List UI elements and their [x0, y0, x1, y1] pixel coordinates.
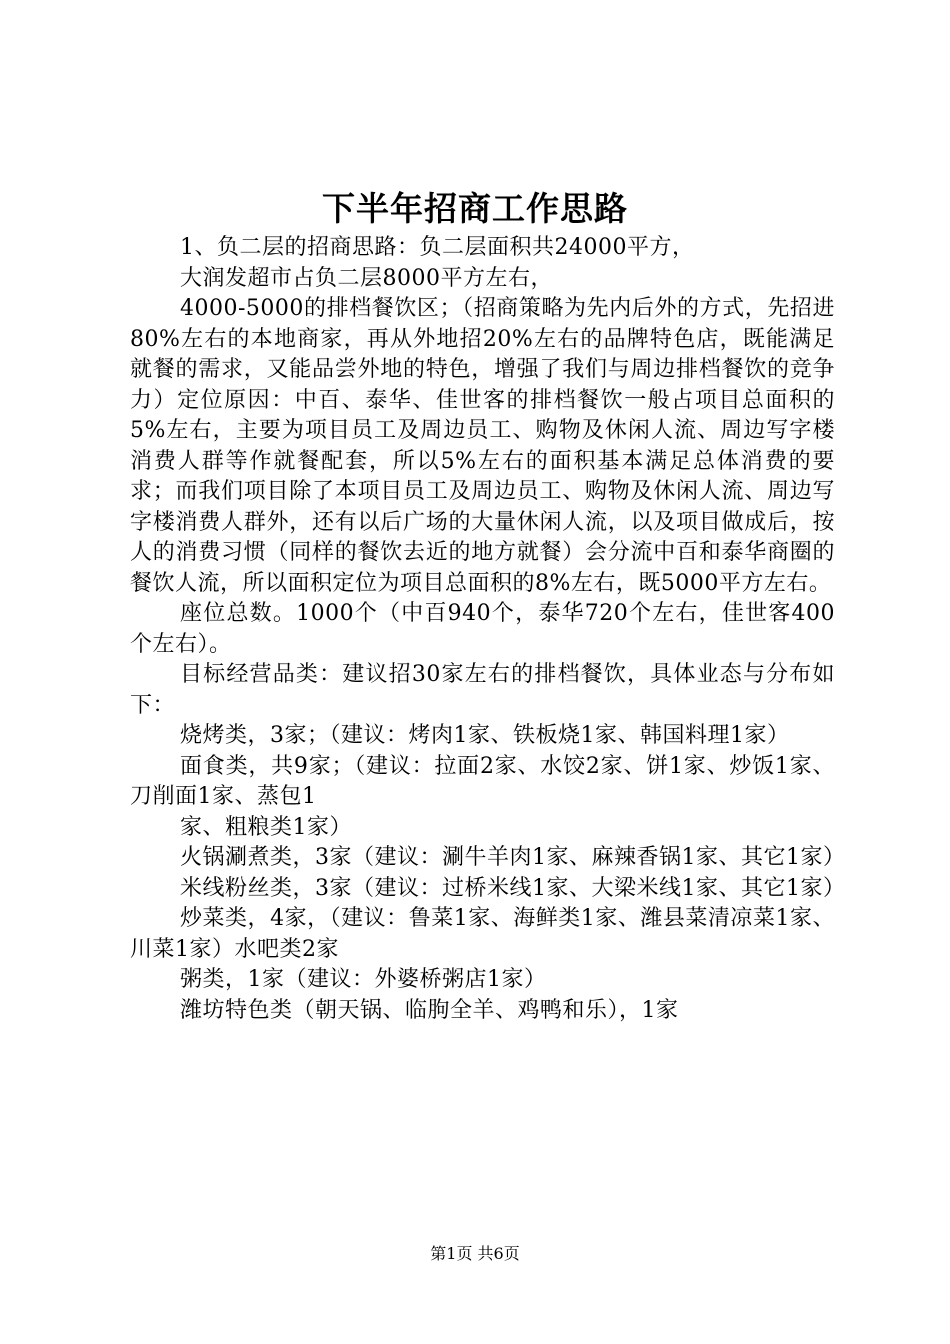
paragraph: 烧烤类，3家；（建议：烤肉1家、铁板烧1家、韩国料理1家） — [180, 723, 790, 748]
paragraph: 米线粉丝类，3家（建议：过桥米线1家、大梁米线1家、其它1家） — [180, 875, 846, 901]
paragraph: 火锅涮煮类，3家（建议：涮牛羊肉1家、麻辣香锅1家、其它1家） — [180, 845, 846, 870]
paragraph: 1、负二层的招商思路：负二层面积共24000平方， — [180, 235, 695, 260]
page-title: 下半年招商工作思路 — [322, 189, 628, 228]
paragraph: 4000-5000的排档餐饮区；（招商策略为先内后外的方式，先招进80%左右的本地商家，再从外地招20%左右的品牌特色店，既能满足就餐的需求，又能品尝外地的特色，增强了我们与周边排档餐饮的竞争力）定位原因：中百、泰华、佳世客的排档餐饮一般占项目总面积的5%左右，主要为项目员工及周边员工、购物及休闲人流、周边写字楼消费人群等作就餐配套，所以5%左右的面积基本满足总体消费的要求；而我们项目除了本项目员工及周边员工、购物及休闲人流、周边写字楼消费人群外，还有以后广场的大量休闲人流，以及项目做成后，按人的消费习惯（同样的餐饮去近的地方就餐）会分流中百和泰华商圈的餐饮人流，所以面积定位为项目总面积的8%左右，既5000平方左右。 — [130, 296, 835, 596]
paragraph: 潍坊特色类（朝天锅、临朐全羊、鸡鸭和乐），1家 — [180, 997, 679, 1023]
paragraph: 大润发超市占负二层8000平方左右， — [180, 265, 553, 291]
paragraph: 炒菜类，4家，（建议：鲁菜1家、海鲜类1家、潍县菜清凉菜1家、川菜1家）水吧类2家 — [130, 906, 835, 962]
paragraph: 粥类，1家（建议：外婆桥粥店1家） — [180, 967, 547, 992]
paragraph: 家、粗粮类1家） — [180, 814, 352, 840]
paragraph: 座位总数。1000个（中百940个，泰华720个左右，佳世客400个左右）。 — [130, 601, 835, 657]
paragraph: 目标经营品类：建议招30家左右的排档餐饮，具体业态与分布如下： — [130, 662, 835, 718]
document-body — [130, 233, 846, 1026]
paragraph: 面食类，共9家；（建议：拉面2家、水饺2家、饼1家、炒饭1家、刀削面1家、蒸包1 — [130, 753, 835, 809]
page-footer: 第1页 共6页 — [430, 1244, 520, 1263]
